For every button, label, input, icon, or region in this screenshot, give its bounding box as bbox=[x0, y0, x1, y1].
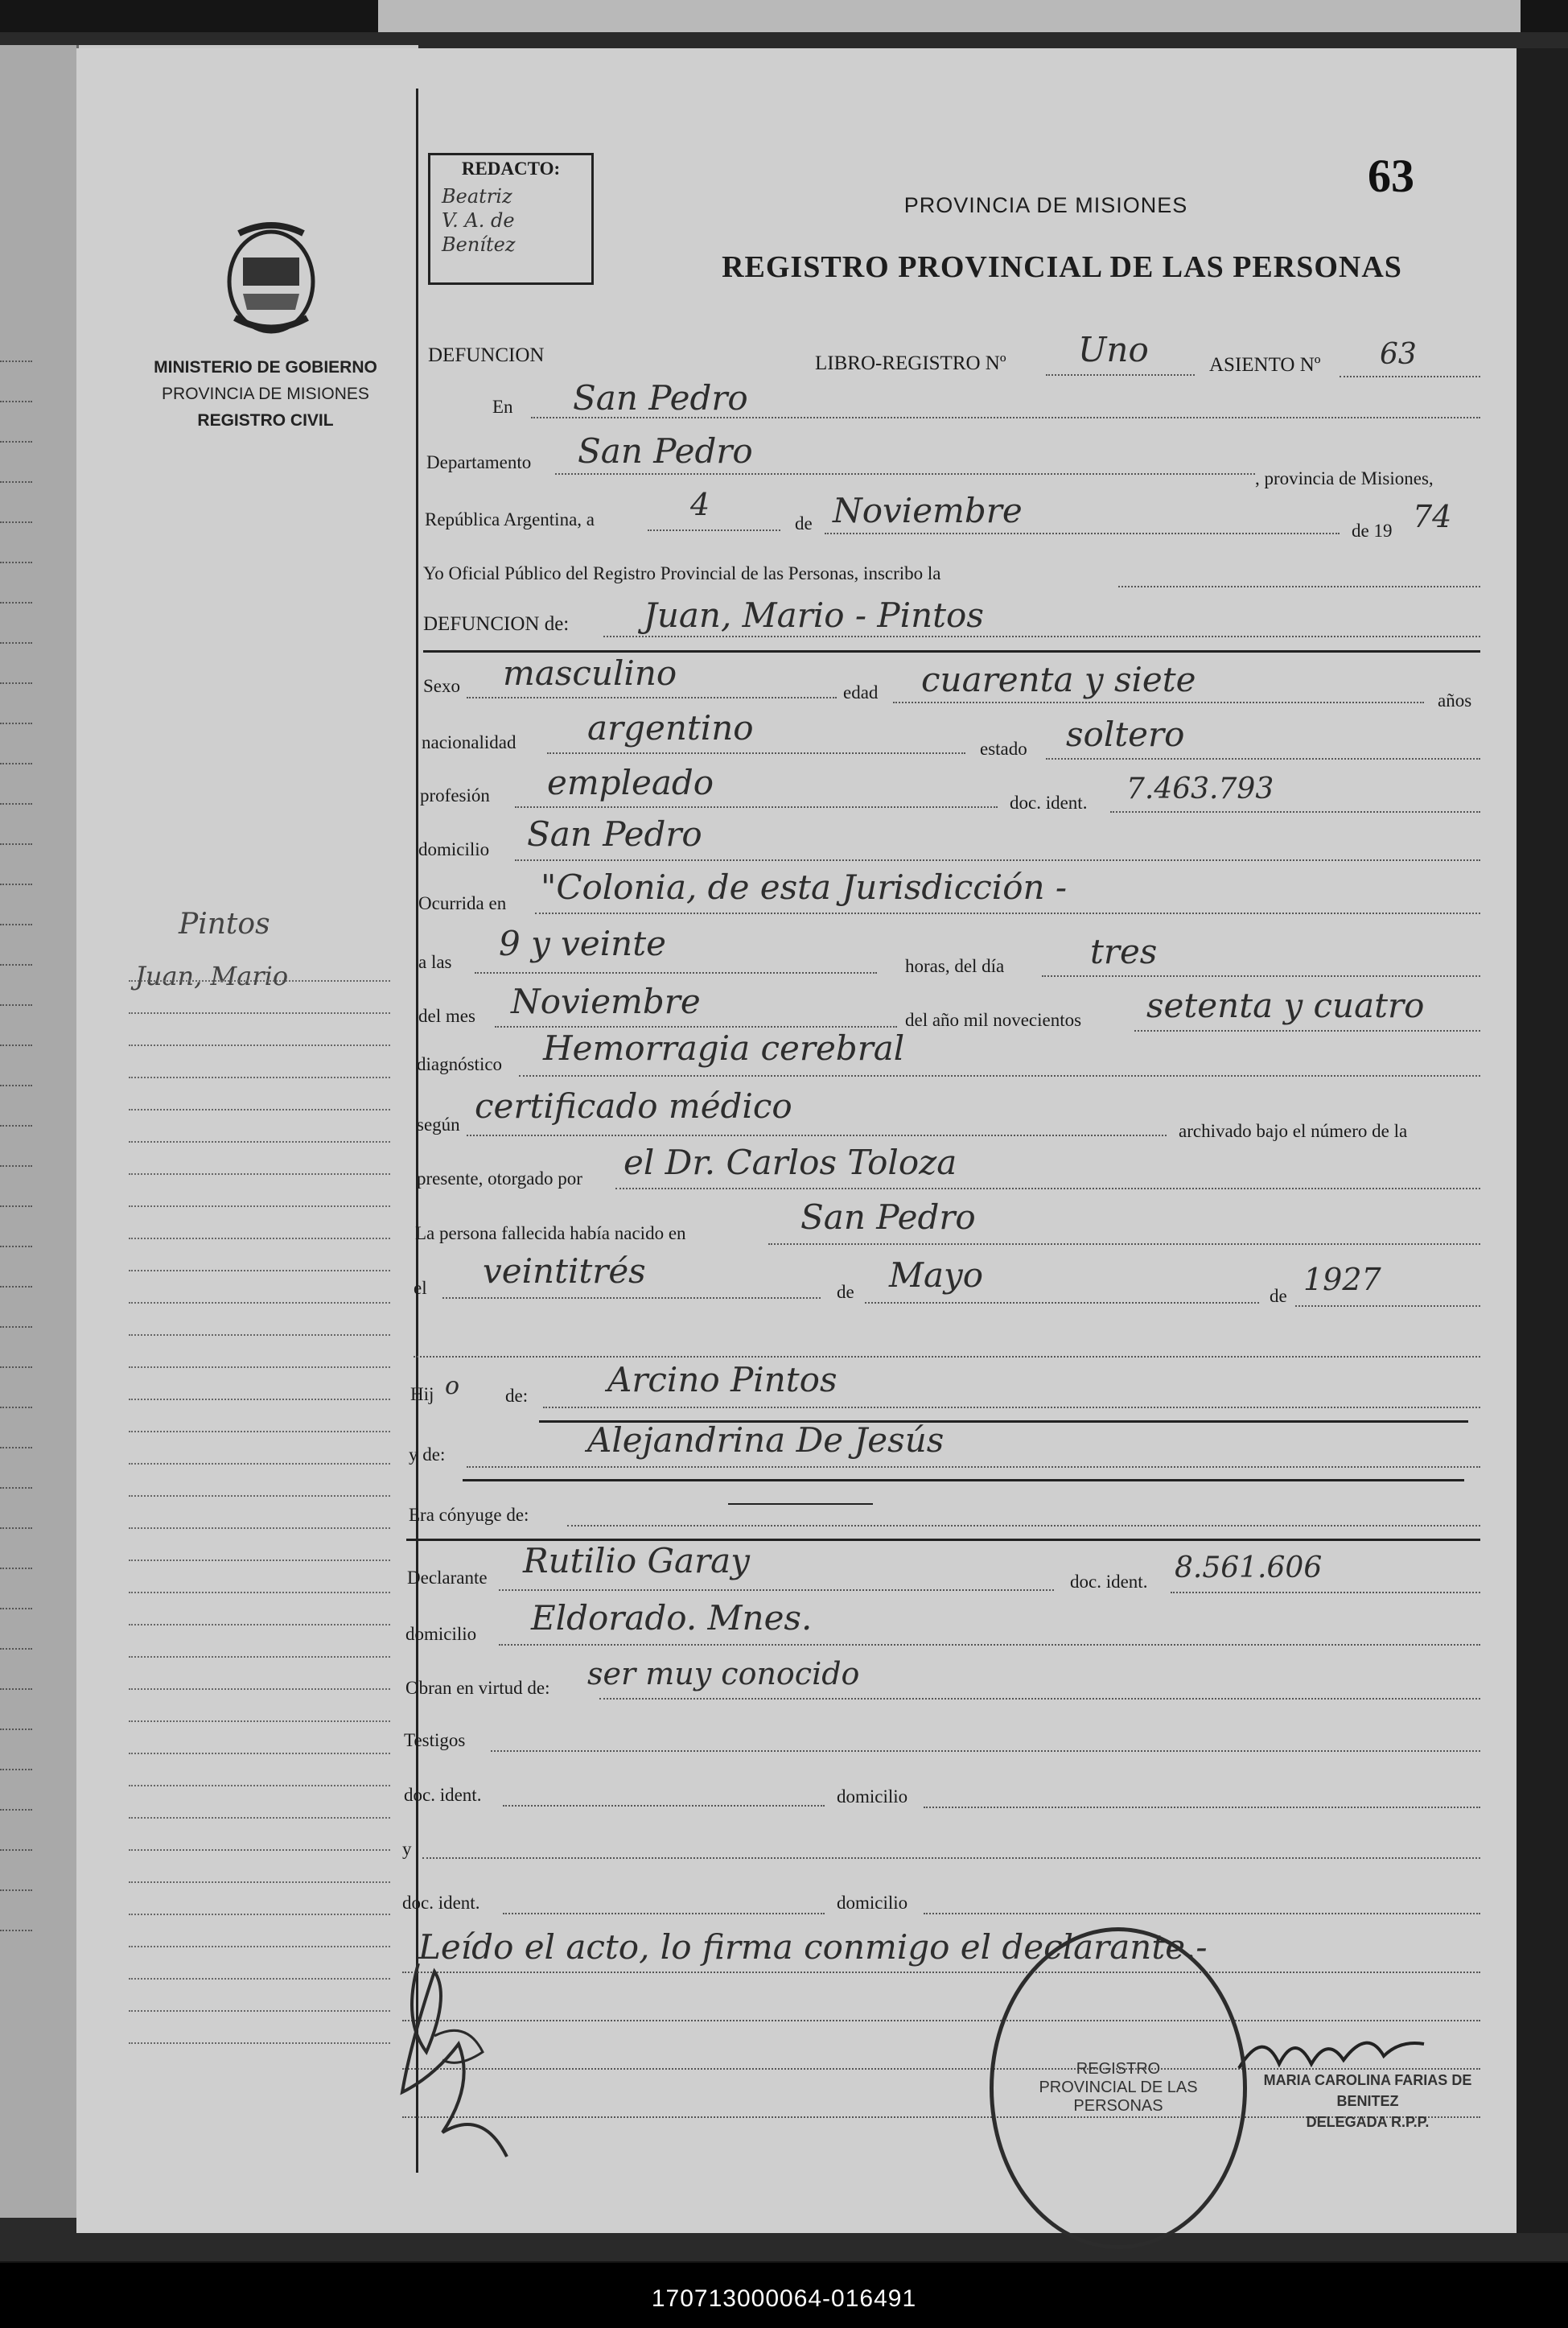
official-title: DELEGADA R.P.P. bbox=[1306, 2114, 1430, 2130]
hijo-de-label: de: bbox=[505, 1386, 529, 1406]
page-number: 63 bbox=[1368, 150, 1414, 202]
testigos-label: Testigos bbox=[404, 1730, 466, 1750]
presente-label: presente, otorgado por bbox=[417, 1168, 582, 1189]
edad-label: edad bbox=[843, 682, 879, 703]
nacionalidad-label: nacionalidad bbox=[422, 732, 516, 752]
horas-value: tres bbox=[1090, 932, 1158, 971]
doc-ident-line bbox=[1110, 811, 1480, 813]
month-line bbox=[825, 533, 1340, 534]
en-label: En bbox=[492, 397, 513, 417]
del-mes-value: Noviembre bbox=[511, 982, 701, 1021]
padre-line bbox=[543, 1407, 1480, 1408]
a-las-value: 9 y veinte bbox=[499, 924, 666, 963]
de-mes-value: Mayo bbox=[889, 1255, 984, 1295]
a-las-label: a las bbox=[418, 952, 452, 972]
nacionalidad-value: argentino bbox=[587, 708, 754, 748]
a-las-line bbox=[475, 972, 877, 974]
declarante-dom-label: domicilio bbox=[405, 1624, 477, 1644]
hijo-label: Hij bbox=[410, 1384, 434, 1404]
y-label: y bbox=[402, 1839, 412, 1859]
testigos-line bbox=[491, 1750, 1480, 1752]
province-heading: PROVINCIA DE MISIONES bbox=[903, 193, 1188, 217]
deceased-line bbox=[603, 636, 1480, 637]
asiento-value: 63 bbox=[1380, 338, 1417, 371]
madre-line bbox=[467, 1466, 1480, 1468]
madre-underline bbox=[463, 1479, 1464, 1481]
el-label: el bbox=[414, 1278, 427, 1298]
section-divider-1 bbox=[423, 650, 1480, 653]
domicilio-value: San Pedro bbox=[527, 814, 702, 854]
sexo-value: masculino bbox=[503, 653, 677, 693]
margin-surname: Pintos bbox=[179, 908, 270, 941]
y-line bbox=[422, 1857, 1480, 1859]
redacto-label: REDACTO: bbox=[461, 159, 561, 179]
diagnostico-value: Hemorragia cerebral bbox=[543, 1028, 905, 1068]
declarante-doc-value: 8.561.606 bbox=[1175, 1551, 1323, 1584]
declarante-value: Rutilio Garay bbox=[523, 1541, 750, 1580]
official-signature-block bbox=[1247, 2070, 1488, 2132]
horas-label: horas, del día bbox=[905, 956, 1005, 976]
nacido-value: San Pedro bbox=[800, 1197, 976, 1237]
blank-line-1 bbox=[414, 1356, 1480, 1358]
profesion-line bbox=[515, 806, 998, 808]
segun-value: certificado médico bbox=[475, 1086, 792, 1126]
ministry-line-3: REGISTRO CIVIL bbox=[197, 411, 334, 430]
ocurrida-line bbox=[535, 913, 1480, 914]
estado-label: estado bbox=[980, 739, 1027, 759]
year-label: de 19 bbox=[1352, 521, 1393, 541]
edad-line bbox=[893, 702, 1424, 703]
provincia-suffix: , provincia de Misiones, bbox=[1255, 468, 1434, 488]
declarante-dom-value: Eldorado. Mnes. bbox=[531, 1598, 813, 1638]
libro-label: LIBRO-REGISTRO Nº bbox=[815, 352, 1006, 374]
estado-value: soltero bbox=[1066, 715, 1185, 754]
obran-label: Obran en virtud de: bbox=[405, 1678, 550, 1698]
conyuge-dash bbox=[728, 1503, 873, 1505]
doc-ident-1-label: doc. ident. bbox=[404, 1785, 482, 1805]
domicilio-label: domicilio bbox=[418, 839, 490, 859]
profesion-value: empleado bbox=[547, 763, 714, 802]
anos-label: años bbox=[1438, 690, 1472, 711]
image-reference-number: 170713000064-016491 bbox=[651, 2285, 917, 2312]
ministry-line-1: MINISTERIO DE GOBIERNO bbox=[154, 358, 377, 377]
domicilio-line bbox=[515, 859, 1480, 861]
nacido-line bbox=[768, 1243, 1480, 1245]
declarante-line bbox=[499, 1589, 1054, 1591]
sexo-label: Sexo bbox=[423, 676, 460, 696]
diagnostico-line bbox=[519, 1075, 1480, 1077]
coat-of-arms-icon bbox=[219, 217, 323, 338]
redacto-box bbox=[428, 153, 594, 285]
defuncion-de-label: DEFUNCION de: bbox=[423, 613, 570, 635]
presente-value: el Dr. Carlos Toloza bbox=[623, 1143, 957, 1182]
stamp-text: REGISTRO PROVINCIAL DE LAS PERSONAS bbox=[1039, 2060, 1198, 2115]
presente-line bbox=[615, 1188, 1480, 1189]
oficial-text: Yo Oficial Público del Registro Provincial de las Personas, inscribo la bbox=[423, 563, 941, 583]
domicilio-1-label: domicilio bbox=[837, 1786, 908, 1807]
departamento-label: Departamento bbox=[426, 452, 532, 472]
de-ano-value: 1927 bbox=[1303, 1262, 1381, 1297]
redacto-handwriting bbox=[442, 184, 586, 257]
declarante-dom-line bbox=[499, 1644, 1480, 1646]
sexo-line bbox=[467, 697, 837, 698]
domicilio-2-line bbox=[924, 1913, 1480, 1914]
declarant-signature-icon bbox=[386, 1947, 531, 2181]
el-line bbox=[442, 1297, 821, 1299]
ministry-heading bbox=[129, 354, 402, 434]
month-value: Noviembre bbox=[833, 491, 1023, 530]
redacto-hand-line-1: Beatriz bbox=[442, 185, 512, 208]
declarante-doc-line bbox=[1171, 1592, 1480, 1593]
segun-label: según bbox=[417, 1115, 460, 1135]
registry-heading: REGISTRO PROVINCIAL DE LAS PERSONAS bbox=[722, 250, 1402, 284]
obran-value: ser muy conocido bbox=[587, 1656, 860, 1691]
del-ano-value: setenta y cuatro bbox=[1146, 986, 1425, 1025]
doc-ident-label: doc. ident. bbox=[1010, 793, 1088, 813]
madre-value: Alejandrina De Jesús bbox=[587, 1420, 945, 1460]
conyuge-line bbox=[567, 1525, 1480, 1527]
day-value: 4 bbox=[690, 487, 710, 522]
profesion-label: profesión bbox=[420, 785, 490, 806]
redacto-hand-line-2: V. A. de bbox=[442, 209, 515, 232]
declarante-doc-label: doc. ident. bbox=[1070, 1572, 1148, 1592]
left-stub-lines bbox=[0, 322, 32, 1931]
defuncion-label: DEFUNCION bbox=[428, 344, 545, 366]
libro-line bbox=[1046, 374, 1195, 376]
closing-line-1 bbox=[402, 1972, 1480, 1973]
doc-ident-2-line bbox=[503, 1913, 825, 1914]
ocurrida-value: "Colonia, de esta Jurisdicción - bbox=[541, 867, 1068, 907]
doc-ident-2-label: doc. ident. bbox=[402, 1893, 480, 1913]
oficial-line bbox=[1118, 586, 1480, 587]
declarante-label: Declarante bbox=[407, 1568, 488, 1588]
horas-line bbox=[1042, 975, 1480, 977]
nacionalidad-line bbox=[547, 752, 965, 754]
segun-line bbox=[467, 1135, 1167, 1136]
departamento-line bbox=[555, 473, 1255, 475]
hijo-suffix: o bbox=[445, 1372, 460, 1400]
deceased-name: Juan, Mario - Pintos bbox=[644, 595, 984, 635]
day-line bbox=[648, 529, 780, 531]
departamento-value: San Pedro bbox=[578, 431, 753, 471]
doc-ident-1-line bbox=[503, 1805, 825, 1807]
libro-value: Uno bbox=[1078, 330, 1149, 369]
right-page-edge bbox=[1517, 48, 1568, 2233]
asiento-line bbox=[1340, 376, 1480, 377]
ministry-line-2: PROVINCIA DE MISIONES bbox=[162, 385, 369, 403]
redacto-hand-line-3: Benítez bbox=[442, 233, 516, 256]
domicilio-2-label: domicilio bbox=[837, 1893, 908, 1913]
en-value: San Pedro bbox=[573, 378, 748, 418]
asiento-label: ASIENTO Nº bbox=[1209, 354, 1321, 376]
de-ano-label: de bbox=[1270, 1286, 1287, 1306]
el-value: veintitrés bbox=[483, 1251, 646, 1291]
padre-value: Arcino Pintos bbox=[607, 1360, 838, 1399]
margin-given-name: Juan, Mario bbox=[135, 961, 289, 991]
del-ano-label: del año mil novecientos bbox=[905, 1010, 1082, 1030]
obran-line bbox=[599, 1698, 1480, 1700]
conyuge-label: Era cónyuge de: bbox=[409, 1505, 529, 1525]
del-mes-line bbox=[495, 1026, 897, 1028]
estado-line bbox=[1046, 758, 1480, 760]
de-label: de bbox=[795, 513, 813, 534]
y-de-label: y de: bbox=[409, 1444, 446, 1465]
de-mes-line bbox=[865, 1302, 1259, 1304]
nacido-label: La persona fallecida había nacido en bbox=[415, 1223, 686, 1243]
diagnostico-label: diagnóstico bbox=[417, 1054, 503, 1074]
doc-ident-value: 7.463.793 bbox=[1126, 773, 1274, 806]
republica-label: República Argentina, a bbox=[425, 509, 595, 529]
de-mes-label: de bbox=[837, 1282, 854, 1302]
de-ano-line bbox=[1295, 1305, 1480, 1307]
edad-value: cuarenta y siete bbox=[921, 660, 1196, 699]
archivado-label: archivado bajo el número de la bbox=[1179, 1121, 1408, 1141]
del-ano-line bbox=[1134, 1030, 1480, 1032]
margin-ruled-lines bbox=[129, 950, 390, 2044]
year-value: 74 bbox=[1413, 499, 1452, 534]
del-mes-label: del mes bbox=[418, 1006, 475, 1026]
ocurrida-label: Ocurrida en bbox=[418, 893, 507, 913]
closing-statement: Leído el acto, lo firma conmigo el declarante.- bbox=[418, 1927, 1208, 1967]
official-name: MARIA CAROLINA FARIAS DE BENITEZ bbox=[1263, 2072, 1472, 2109]
domicilio-1-line bbox=[924, 1807, 1480, 1808]
